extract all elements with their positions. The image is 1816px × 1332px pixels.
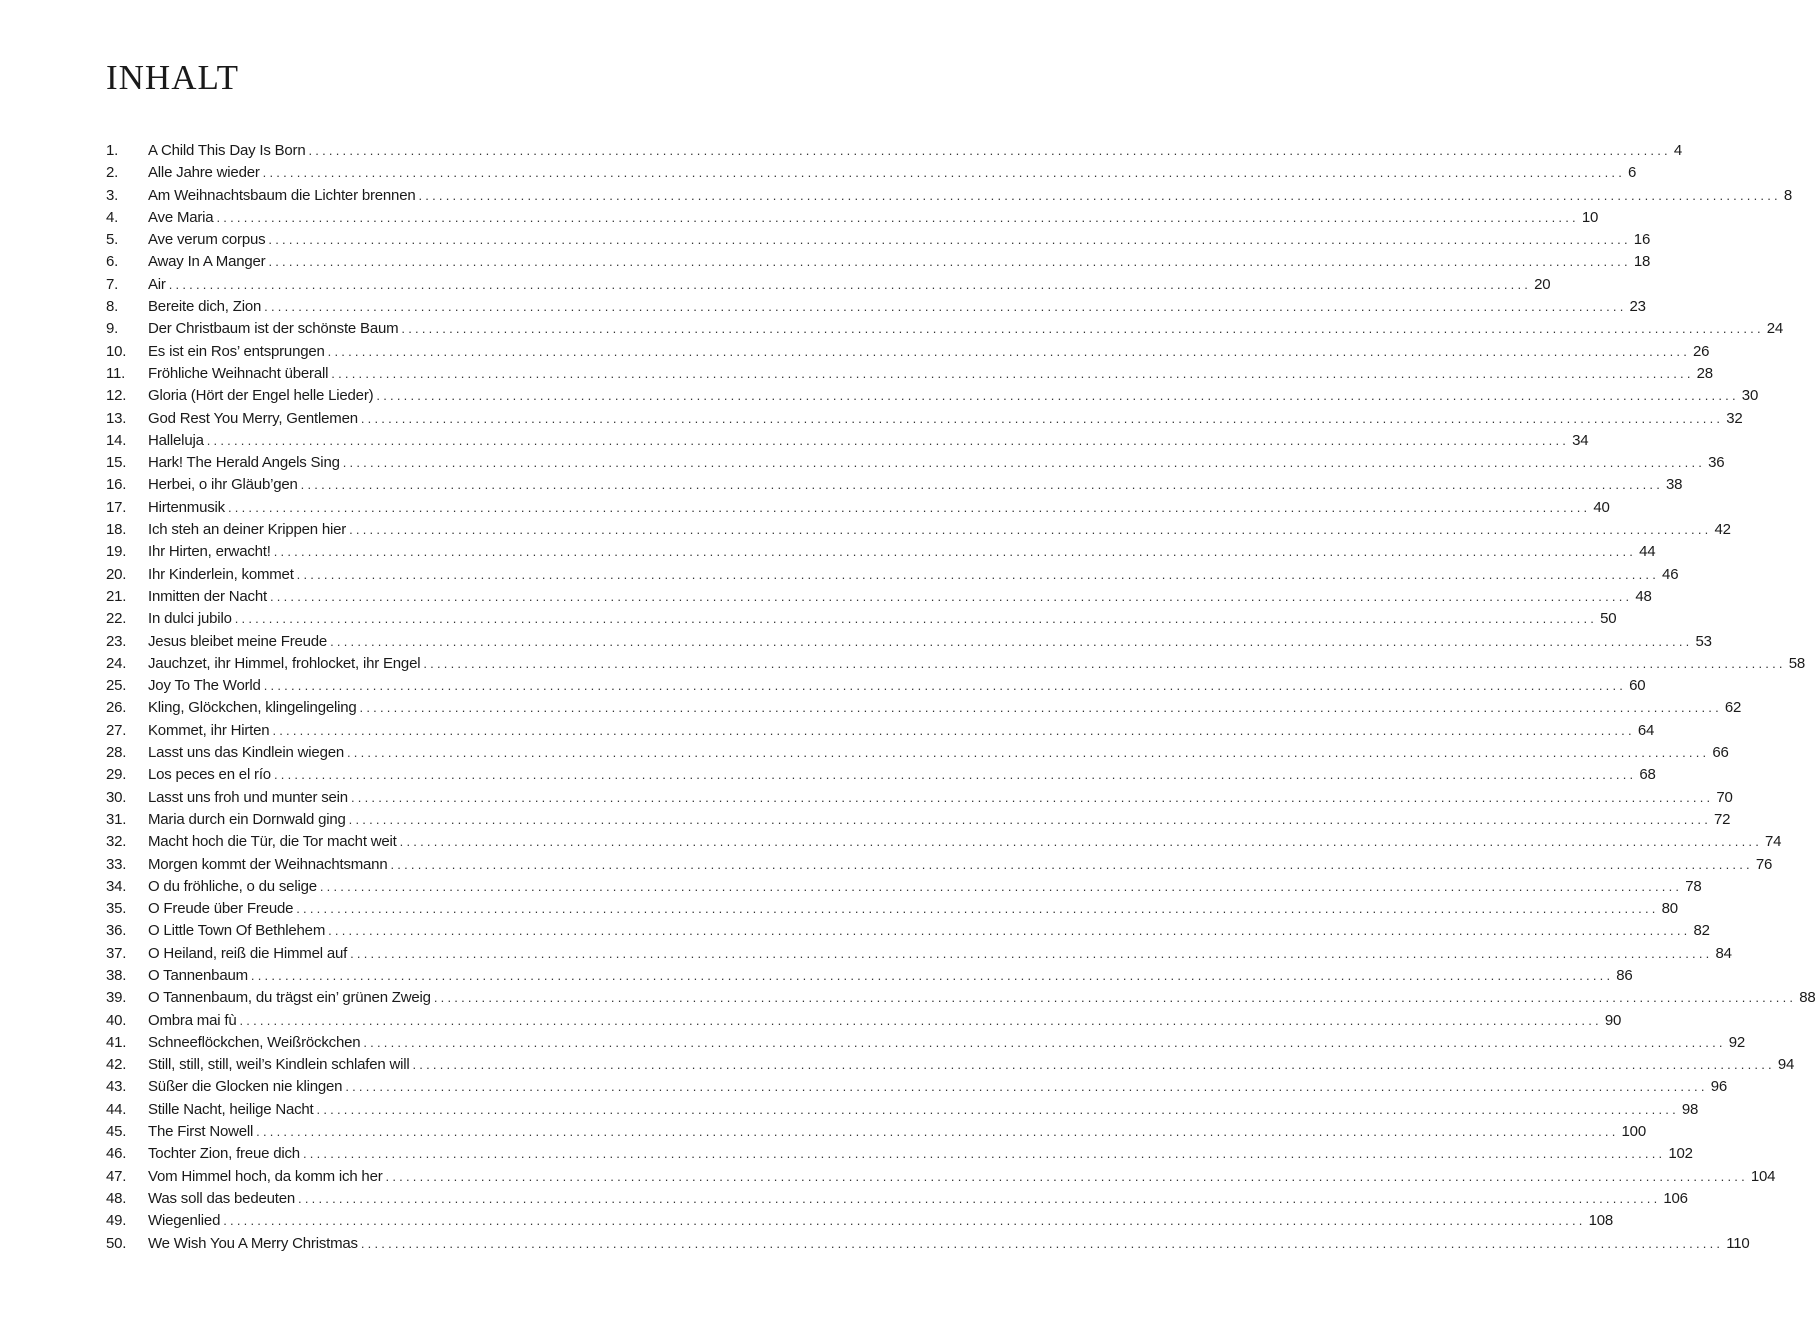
toc-entry-number: 29.	[106, 766, 127, 784]
toc-entry-page: 76	[1755, 855, 1773, 873]
toc-entry-page: 82	[1693, 922, 1710, 940]
toc-entry-page: 86	[1616, 966, 1633, 984]
dot-leader: ........................................................................................................................................................................................................	[308, 143, 1671, 158]
toc-entry-number: 33.	[106, 855, 127, 873]
toc-entry-page: 40	[1593, 498, 1610, 516]
toc-entry-number: 12.	[106, 387, 127, 405]
toc-entry-title: Alle Jahre wieder	[148, 164, 260, 182]
toc-entry	[106, 831, 1782, 853]
toc-entry-title: In dulci jubilo	[148, 610, 232, 628]
dot-leader: ........................................................................................................................................................................................................	[262, 165, 1626, 181]
toc-entry-title: God Rest You Merry, Gentlemen	[148, 409, 358, 427]
toc-entry	[106, 1166, 1776, 1188]
toc-entry-page: 64	[1637, 721, 1655, 739]
dot-leader: ........................................................................................................................................................................................................	[360, 1235, 1724, 1251]
toc-entry-title: Ich steh an deiner Krippen hier	[148, 521, 347, 539]
toc-entry	[106, 385, 1759, 407]
dot-leader: ........................................................................................................................................................................................................	[319, 878, 1683, 894]
toc-entry-number: 39.	[106, 989, 127, 1007]
dot-leader: ........................................................................................................................................................................................................	[359, 700, 1722, 716]
toc-entry-title: Hark! The Herald Angels Sing	[148, 454, 340, 472]
toc-entry-page: 18	[1633, 253, 1651, 271]
dot-leader: ........................................................................................................................................................................................................	[350, 945, 1713, 961]
dot-leader: ........................................................................................................................................................................................................	[328, 923, 1691, 939]
toc-entry	[106, 1121, 1646, 1143]
toc-entry-number: 18.	[106, 521, 127, 539]
toc-entry-page: 90	[1604, 1011, 1622, 1029]
toc-entry-number: 47.	[106, 1167, 127, 1185]
toc-entry-page: 10	[1581, 208, 1599, 226]
toc-entry	[106, 564, 1679, 586]
toc-entry-title: Macht hoch die Tür, die Tor macht weit	[148, 833, 397, 851]
dot-leader: ........................................................................................................................................................................................................	[348, 811, 1712, 827]
toc-entry-title: O du fröhliche, o du selige	[148, 877, 317, 895]
toc-entry-page: 84	[1715, 944, 1732, 962]
toc-entry-number: 4.	[106, 208, 119, 226]
toc-entry-title: Kling, Glöckchen, klingelingeling	[148, 699, 357, 717]
toc-entry	[106, 474, 1683, 496]
dot-leader: ........................................................................................................................................................................................................	[272, 722, 1635, 738]
toc-entry-title: Maria durch ein Dornwald ging	[148, 810, 346, 828]
toc-entry-number: 24.	[106, 654, 127, 672]
toc-entry	[106, 1099, 1699, 1121]
dot-leader: ........................................................................................................................................................................................................	[300, 477, 1664, 493]
toc-entry-title: Lasst uns das Kindlein wiegen	[148, 744, 344, 762]
toc-entry-number: 32.	[106, 833, 127, 851]
dot-leader: ........................................................................................................................................................................................................	[363, 1034, 1726, 1050]
dot-leader: ........................................................................................................................................................................................................	[298, 1190, 1661, 1206]
toc-entry-title: Air	[148, 275, 166, 293]
toc-entry-page: 28	[1696, 364, 1713, 382]
toc-entry-number: 30.	[106, 788, 127, 806]
toc-entry	[106, 162, 1637, 184]
toc-entry-page: 96	[1710, 1078, 1727, 1096]
toc-entry-page: 104	[1750, 1167, 1776, 1185]
toc-entry-page: 23	[1629, 298, 1646, 316]
toc-entry-number: 6.	[106, 253, 119, 271]
toc-entry-page: 30	[1741, 387, 1759, 405]
toc-entry	[106, 965, 1633, 987]
toc-entry-title: O Heiland, reiß die Himmel auf	[148, 944, 348, 962]
toc-entry	[106, 452, 1725, 474]
toc-entry	[106, 497, 1610, 519]
toc-entry-page: 74	[1765, 833, 1782, 851]
toc-entry-title: Joy To The World	[148, 677, 261, 695]
toc-entry	[106, 229, 1651, 251]
toc-entry-number: 43.	[106, 1078, 127, 1096]
toc-entry	[106, 631, 1712, 653]
dot-leader: ........................................................................................................................................................................................................	[331, 365, 1694, 381]
toc-entry-title: Süßer die Glocken nie klingen	[148, 1078, 343, 1096]
toc-entry-number: 40.	[106, 1011, 127, 1029]
toc-entry-page: 66	[1712, 744, 1729, 762]
toc-entry-page: 24	[1766, 320, 1784, 338]
toc-entry	[106, 1143, 1693, 1165]
toc-entry-title: Morgen kommt der Weihnachtsmann	[148, 855, 388, 873]
dot-leader: ........................................................................................................................................................................................................	[227, 499, 1591, 515]
toc-entry-page: 98	[1681, 1100, 1699, 1118]
toc-entry-number: 7.	[106, 275, 119, 293]
toc-entry	[106, 341, 1710, 363]
toc-entry	[106, 809, 1731, 831]
toc-entry-title: We Wish You A Merry Christmas	[148, 1234, 358, 1252]
toc-entry	[106, 1233, 1750, 1255]
toc-entry-page: 6	[1628, 164, 1637, 182]
toc-entry-title: Der Christbaum ist der schönste Baum	[148, 320, 399, 338]
toc-entry-number: 48.	[106, 1189, 127, 1207]
toc-entry-number: 46.	[106, 1145, 127, 1163]
toc-entry	[106, 541, 1656, 563]
toc-entry	[106, 430, 1589, 452]
dot-leader: ........................................................................................................................................................................................................	[239, 1012, 1602, 1028]
toc-entry	[106, 742, 1729, 764]
toc-entry-page: 8	[1783, 186, 1793, 204]
dot-leader: ........................................................................................................................................................................................................	[264, 299, 1627, 315]
toc-entry	[106, 586, 1652, 608]
dot-leader: ........................................................................................................................................................................................................	[345, 1079, 1708, 1095]
toc-entry-title: Am Weihnachtsbaum die Lichter brennen	[148, 186, 416, 204]
toc-entry-title: A Child This Day Is Born	[148, 142, 306, 159]
dot-leader: ........................................................................................................................................................................................................	[423, 655, 1786, 671]
dot-leader: ........................................................................................................................................................................................................	[296, 566, 1660, 582]
toc-entry	[106, 1076, 1727, 1098]
toc-entry-title: Los peces en el río	[148, 766, 271, 784]
toc-entry	[106, 519, 1731, 541]
toc-entry-page: 4	[1673, 142, 1683, 159]
toc-entry-number: 37.	[106, 944, 127, 962]
toc-entry	[106, 318, 1784, 340]
dot-leader: ........................................................................................................................................................................................................	[433, 990, 1797, 1006]
dot-leader: ........................................................................................................................................................................................................	[390, 856, 1753, 872]
dot-leader: ........................................................................................................................................................................................................	[330, 633, 1693, 649]
toc-entry	[106, 1010, 1622, 1032]
dot-leader: ........................................................................................................................................................................................................	[273, 544, 1637, 560]
toc-entry-number: 20.	[106, 565, 127, 583]
toc-entry-number: 26.	[106, 699, 127, 717]
toc-entry-title: Still, still, still, weil’s Kindlein schlafen will	[148, 1056, 410, 1074]
toc-entry-title: Wiegenlied	[148, 1212, 221, 1230]
dot-leader: ........................................................................................................................................................................................................	[418, 187, 1781, 203]
dot-leader: ........................................................................................................................................................................................................	[350, 789, 1714, 805]
toc-entry	[106, 207, 1599, 229]
toc-entry-page: 102	[1668, 1145, 1693, 1163]
dot-leader: ........................................................................................................................................................................................................	[302, 1146, 1666, 1162]
toc-entry	[106, 1032, 1746, 1054]
toc-entry-page: 58	[1788, 654, 1806, 672]
dot-leader: ........................................................................................................................................................................................................	[216, 209, 1579, 225]
dot-leader: ........................................................................................................................................................................................................	[250, 967, 1614, 983]
dot-leader: ........................................................................................................................................................................................................	[376, 388, 1739, 404]
toc-entry-title: Stille Nacht, heilige Nacht	[148, 1100, 314, 1118]
toc-entry-title: O Tannenbaum	[148, 966, 248, 984]
toc-entry-title: Ave Maria	[148, 208, 214, 226]
toc-entry	[106, 251, 1651, 273]
toc-entry-number: 1.	[106, 142, 119, 159]
toc-entry-page: 60	[1629, 677, 1646, 695]
dot-leader: ........................................................................................................................................................................................................	[256, 1124, 1619, 1140]
toc-entry-number: 49.	[106, 1212, 127, 1230]
toc-entry	[106, 608, 1617, 630]
toc-entry-page: 62	[1724, 699, 1742, 717]
dot-leader: ........................................................................................................................................................................................................	[327, 343, 1691, 359]
toc-entry	[106, 943, 1732, 965]
toc-entry-title: Was soll das bedeuten	[148, 1189, 296, 1207]
toc-entry-number: 50.	[106, 1234, 127, 1252]
toc-entry	[106, 408, 1743, 430]
toc-entry-title: Tochter Zion, freue dich	[148, 1145, 300, 1163]
toc-entry	[106, 1054, 1795, 1076]
toc-entry-number: 38.	[106, 966, 127, 984]
toc-entry-page: 16	[1633, 231, 1651, 249]
toc-entry-page: 50	[1600, 610, 1617, 628]
toc-entry-page: 72	[1714, 810, 1731, 828]
toc-entry	[106, 987, 1816, 1009]
dot-leader: ........................................................................................................................................................................................................	[269, 588, 1633, 604]
toc-entry-number: 44.	[106, 1100, 127, 1118]
toc-entry	[106, 1210, 1614, 1232]
dot-leader: ........................................................................................................................................................................................................	[412, 1057, 1775, 1073]
toc-entry	[106, 1188, 1688, 1210]
dot-leader: ........................................................................................................................................................................................................	[296, 901, 1659, 917]
toc-entry-page: 108	[1588, 1212, 1614, 1230]
toc-entry-page: 36	[1708, 454, 1725, 472]
toc-entry-number: 14.	[106, 431, 127, 449]
toc-entry-page: 78	[1685, 877, 1702, 895]
toc-entry-title: Schneeflöckchen, Weißröckchen	[148, 1033, 361, 1051]
toc-entry-title: Ave verum corpus	[148, 231, 266, 249]
toc-entry-number: 31.	[106, 810, 127, 828]
toc-entry	[106, 653, 1806, 675]
toc-entry-number: 5.	[106, 231, 119, 249]
toc-entry-page: 53	[1695, 632, 1712, 650]
toc-entry-title: Lasst uns froh und munter sein	[148, 788, 348, 806]
toc-entry-page: 20	[1534, 275, 1551, 293]
toc-entry	[106, 697, 1742, 719]
toc-entry-page: 70	[1716, 788, 1733, 806]
toc-entry-page: 48	[1635, 587, 1652, 605]
toc-entry-title: Hirtenmusik	[148, 498, 225, 516]
toc-entry-page: 80	[1661, 900, 1678, 918]
dot-leader: ........................................................................................................................................................................................................	[223, 1213, 1586, 1229]
toc-entry-page: 100	[1621, 1123, 1646, 1141]
toc-entry-number: 41.	[106, 1033, 127, 1051]
dot-leader: ........................................................................................................................................................................................................	[263, 678, 1627, 694]
toc-entry-title: Away In A Manger	[148, 253, 266, 271]
toc-entry-number: 25.	[106, 677, 127, 695]
toc-entry	[106, 274, 1551, 296]
toc-entry-page: 32	[1726, 409, 1743, 427]
dot-leader: ........................................................................................................................................................................................................	[385, 1168, 1748, 1184]
toc-entry-page: 44	[1639, 543, 1656, 561]
toc-entry-number: 23.	[106, 632, 127, 650]
toc-entry-page: 68	[1639, 766, 1656, 784]
toc-entry-number: 19.	[106, 543, 127, 561]
toc-entry-title: Fröhliche Weihnacht überall	[148, 364, 329, 382]
toc-entry	[106, 898, 1678, 920]
toc-entry	[106, 920, 1710, 942]
dot-leader: ........................................................................................................................................................................................................	[349, 522, 1712, 538]
dot-leader: ........................................................................................................................................................................................................	[347, 745, 1710, 761]
dot-leader: ........................................................................................................................................................................................................	[234, 611, 1598, 627]
toc-entry-page: 88	[1799, 989, 1816, 1007]
toc-entry-page: 110	[1726, 1234, 1750, 1252]
table-of-contents	[106, 140, 1816, 1255]
toc-entry-number: 45.	[106, 1123, 127, 1141]
toc-entry-number: 36.	[106, 922, 127, 940]
toc-entry-number: 28.	[106, 744, 127, 762]
dot-leader: ........................................................................................................................................................................................................	[342, 455, 1706, 471]
toc-entry-title: Jesus bleibet meine Freude	[148, 632, 328, 650]
dot-leader: ........................................................................................................................................................................................................	[206, 432, 1570, 448]
toc-entry	[106, 764, 1656, 786]
toc-entry-number: 21.	[106, 587, 127, 605]
toc-entry-title: Halleluja	[148, 431, 204, 449]
toc-entry-title: Vom Himmel hoch, da komm ich her	[148, 1167, 383, 1185]
dot-leader: ........................................................................................................................................................................................................	[316, 1101, 1679, 1117]
toc-entry-number: 2.	[106, 164, 119, 182]
dot-leader: ........................................................................................................................................................................................................	[273, 767, 1637, 783]
dot-leader: ........................................................................................................................................................................................................	[401, 321, 1764, 337]
dot-leader: ........................................................................................................................................................................................................	[268, 254, 1631, 270]
toc-entry-page: 92	[1728, 1033, 1746, 1051]
toc-entry-page: 38	[1666, 476, 1683, 494]
toc-entry	[106, 675, 1646, 697]
toc-entry-page: 34	[1572, 431, 1589, 449]
toc-entry	[106, 185, 1793, 207]
toc-entry-title: O Little Town Of Bethlehem	[148, 922, 326, 940]
page-title: INHALT	[106, 58, 240, 97]
toc-entry-title: Gloria (Hört der Engel helle Lieder)	[148, 387, 374, 405]
toc-entry-title: Kommet, ihr Hirten	[148, 721, 270, 739]
toc-entry-page: 42	[1714, 521, 1731, 539]
toc-entry	[106, 876, 1702, 898]
toc-entry-title: Herbei, o ihr Gläub’gen	[148, 476, 298, 494]
toc-entry-page: 46	[1662, 565, 1679, 583]
toc-entry-title: Es ist ein Ros’ entsprungen	[148, 342, 325, 360]
toc-entry-number: 13.	[106, 409, 127, 427]
toc-entry-number: 35.	[106, 900, 127, 918]
toc-entry-title: O Tannenbaum, du trägst ein’ grünen Zweig	[148, 989, 431, 1007]
toc-entry	[106, 720, 1655, 742]
toc-entry-title: Ombra mai fù	[148, 1011, 237, 1029]
toc-entry-title: Bereite dich, Zion	[148, 298, 262, 316]
dot-leader: ........................................................................................................................................................................................................	[268, 232, 1631, 248]
toc-entry-page: 106	[1663, 1189, 1688, 1207]
dot-leader: ........................................................................................................................................................................................................	[360, 410, 1724, 426]
toc-entry	[106, 787, 1733, 809]
toc-entry-number: 16.	[106, 476, 127, 494]
toc-entry-number: 10.	[106, 342, 127, 360]
dot-leader: ........................................................................................................................................................................................................	[168, 276, 1532, 292]
toc-entry	[106, 296, 1646, 318]
toc-entry-title: Ihr Kinderlein, kommet	[148, 565, 294, 583]
dot-leader: ........................................................................................................................................................................................................	[399, 834, 1763, 850]
toc-entry-page: 94	[1777, 1056, 1795, 1074]
toc-entry-number: 34.	[106, 877, 127, 895]
toc-entry-number: 17.	[106, 498, 127, 516]
toc-entry-number: 11.	[106, 364, 126, 382]
toc-entry	[106, 854, 1773, 876]
toc-entry-title: The First Nowell	[148, 1123, 254, 1141]
toc-entry-number: 27.	[106, 721, 127, 739]
toc-entry-number: 15.	[106, 454, 127, 472]
toc-entry-number: 3.	[106, 186, 119, 204]
toc-entry-page: 26	[1693, 342, 1710, 360]
toc-entry	[106, 140, 1683, 162]
toc-entry-number: 9.	[106, 320, 119, 338]
toc-entry-title: Ihr Hirten, erwacht!	[148, 543, 271, 561]
toc-entry-number: 42.	[106, 1056, 127, 1074]
toc-entry-number: 8.	[106, 298, 119, 316]
toc-entry	[106, 363, 1713, 385]
toc-entry-title: Inmitten der Nacht	[148, 587, 267, 605]
toc-entry-title: Jauchzet, ihr Himmel, frohlocket, ihr Engel	[148, 654, 421, 672]
toc-entry-number: 22.	[106, 610, 127, 628]
toc-entry-title: O Freude über Freude	[148, 900, 294, 918]
